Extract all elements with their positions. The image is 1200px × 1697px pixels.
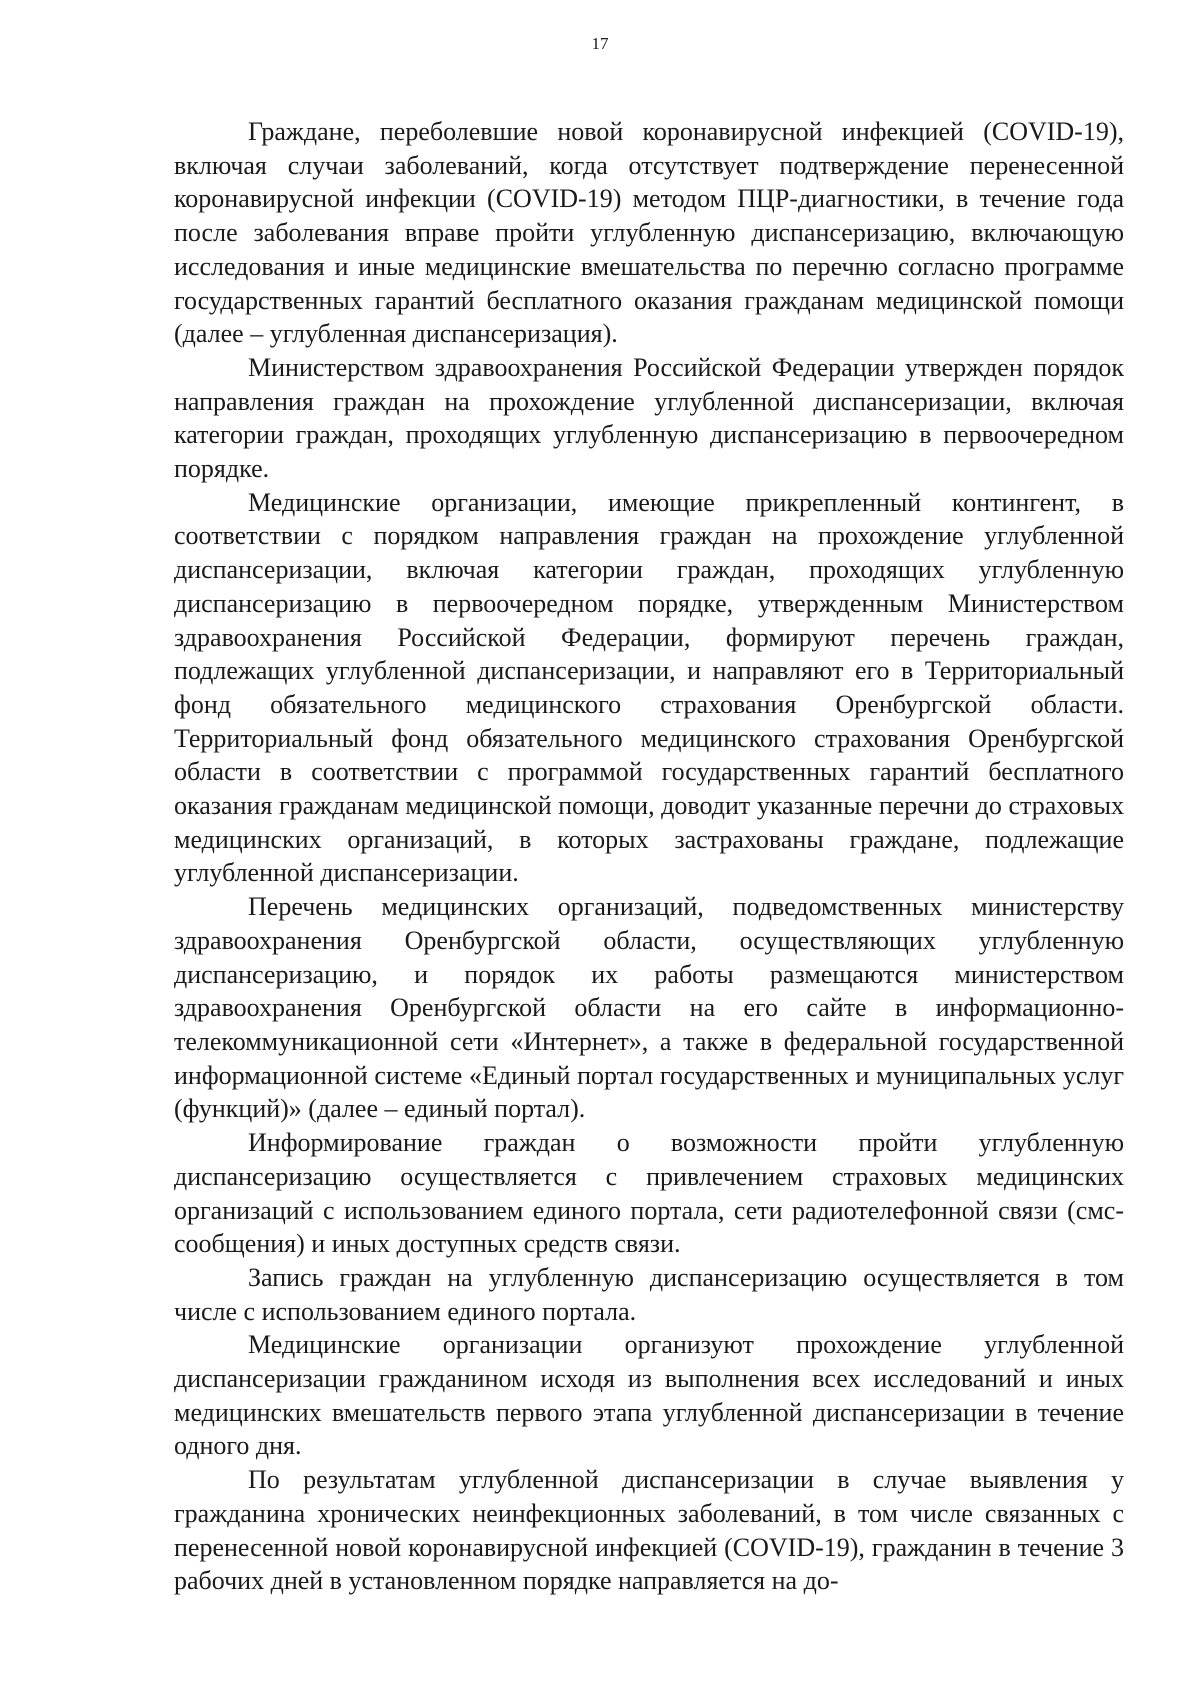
paragraph: Запись граждан на углубленную диспансеризацию осуществляется в том числе с использованием единого портала. <box>174 1262 1124 1326</box>
page-number: 17 <box>591 34 609 53</box>
paragraph: Граждане, переболевшие новой коронавирусной инфекцией (COVID-19), включая случаи заболеваний, когда отсутствует подтверждение перенесенной коронавирусной инфекции (COVID-19) методом ПЦР-диагностики, в течение года после заболевания вправе пройти углубленную диспансеризацию, включающую исследования и иные медицинские вмешательства по перечню согласно программе государственных гарантий бесплатного оказания гражданам медицинской помощи (далее – углубленная диспансеризация). <box>174 117 1124 349</box>
paragraph: Перечень медицинских организаций, подведомственных министерству здравоохранения Оренбургской области, осуществляющих углубленную диспансеризацию, и порядок их работы размещаются министерством здравоохранения Оренбургской области на его сайте в информационно-телекоммуникационной сети «Интернет», а также в федеральной государственной информационной системе «Единый портал государственных и муниципальных услуг (функций)» (далее – единый портал). <box>174 892 1124 1124</box>
paragraph: Медицинские организации организуют прохождение углубленной диспансеризации гражданином исходя из выполнения всех исследований и иных медицинских вмешательств первого этапа углубленной диспансеризации в течение одного дня. <box>174 1330 1124 1461</box>
paragraph: Медицинские организации, имеющие прикрепленный контингент, в соответствии с порядком направления граждан на прохождение углубленной диспансеризации, включая категории граждан, проходящих углубленную диспансеризацию в первоочередном порядке, утвержденным Министерством здравоохранения Российской Федерации, формируют перечень граждан, подлежащих углубленной диспансеризации, и направляют его в Территориальный фонд обязательного медицинского страхования Оренбургской области. Территориальный фонд обязательного медицинского страхования Оренбургской области в соответствии с программой государственных гарантий бесплатного оказания гражданам медицинской помощи, доводит указанные перечни до страховых медицинских организаций, в которых застрахованы граждане, подлежащие углубленной диспансеризации. <box>174 487 1124 888</box>
paragraph: Информирование граждан о возможности пройти углубленную диспансеризацию осуществляется с привлечением страховых медицинских организаций с использованием единого портала, сети радиотелефонной связи (смс-сообщения) и иных доступных средств связи. <box>174 1128 1124 1259</box>
document-body <box>174 115 1124 1598</box>
paragraph: Министерством здравоохранения Российской Федерации утвержден порядок направления граждан на прохождение углубленной диспансеризации, включая категории граждан, проходящих углубленную диспансеризацию в первоочередном порядке. <box>174 352 1124 484</box>
paragraph-continued: По результатам углубленной диспансеризации в случае выявления у гражданина хронических неинфекционных заболеваний, в том числе связанных с перенесенной новой коронавирусной инфекцией (COVID-19), гражданин в течение 3 рабочих дней в установленном порядке направляется на до- <box>174 1465 1124 1596</box>
